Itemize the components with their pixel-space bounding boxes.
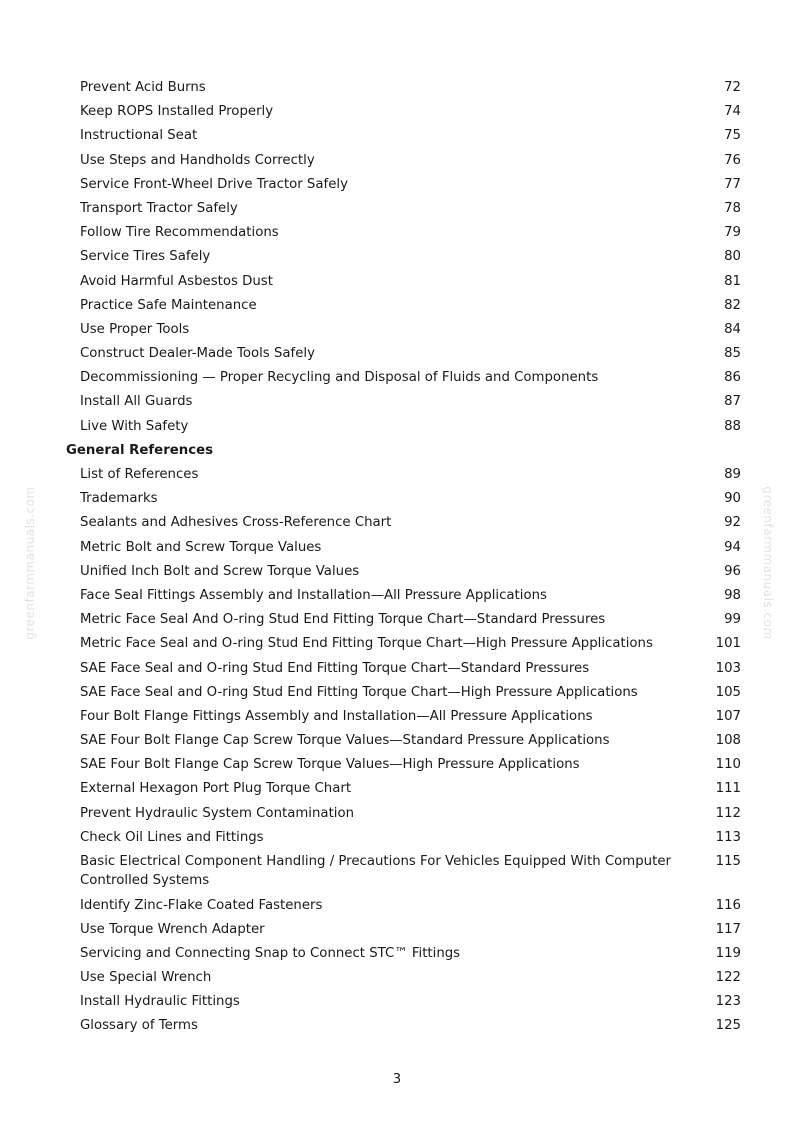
toc-entry[interactable] [0,968,794,992]
toc-entry[interactable] [0,992,794,1016]
toc-group-general-references [0,465,794,1041]
toc-entry-page: 72 [724,80,741,95]
toc-entry-page: 79 [724,225,741,241]
toc-entry-page: 99 [724,612,741,628]
toc-entry-page: 117 [715,921,741,937]
toc-entry[interactable] [0,247,794,271]
toc-entry[interactable] [0,538,794,562]
toc-entry-page: 86 [724,370,741,386]
toc-entry-page: 80 [724,249,741,265]
toc-entry-page: 85 [724,346,741,362]
toc-entry-page: 107 [715,708,741,724]
toc-entry-title: Trademarks [80,491,158,507]
toc-entry[interactable] [0,465,794,489]
toc-entry[interactable] [0,489,794,513]
toc-entry-title: SAE Face Seal and O-ring Stud End Fitting Torque Chart—Standard Pressures [80,660,590,676]
toc-entry-title: Service Tires Safely [80,249,211,265]
toc-entry[interactable] [0,102,794,126]
toc-entry-title: Transport Tractor Safely [80,200,238,216]
toc-entry-page: 77 [724,176,741,192]
toc-entry[interactable] [0,151,794,175]
toc-entry-page: 87 [724,394,741,410]
toc-entry-page: 116 [715,897,741,913]
watermark-right: greenfarmmanuals.com [761,486,775,640]
toc-entry[interactable] [0,920,794,944]
toc-entry-title: Check Oil Lines and Fittings [80,829,264,845]
toc-entry-page: 115 [715,854,741,869]
toc-entry[interactable] [0,1016,794,1040]
toc-entry-page: 122 [715,970,741,986]
toc-entry-page: 81 [724,273,741,289]
toc-entry-title: Face Seal Fittings Assembly and Installation—All Pressure Applications [80,587,547,603]
toc-entry-title: Service Front-Wheel Drive Tractor Safely [80,176,348,192]
toc-section-heading[interactable] [0,441,794,465]
toc-entry-page: 75 [724,128,741,144]
toc-entry-title: Metric Face Seal And O-ring Stud End Fitting Torque Chart—Standard Pressures [80,612,606,628]
toc-entry-title: Instructional Seat [80,128,198,144]
toc-entry[interactable] [0,344,794,368]
toc-entry-page: 94 [724,539,741,555]
toc-entry-title: Use Steps and Handholds Correctly [80,152,315,168]
toc-entry-title: Construct Dealer-Made Tools Safely [80,346,315,362]
toc-entry-page: 96 [724,563,741,579]
toc-entry-page: 101 [715,636,741,652]
toc-entry-page: 108 [715,733,741,749]
toc-entry-title: Four Bolt Flange Fittings Assembly and Installation—All Pressure Applications [80,708,593,724]
toc-entry-title: Use Proper Tools [80,321,190,337]
toc-entry[interactable] [0,610,794,634]
toc-entry-title: Basic Electrical Component Handling / Precautions For Vehicles Equipped With Computer Controlled Systems [80,854,671,888]
toc-entry-title: Prevent Hydraulic System Contamination [80,805,355,821]
toc-entry-page: 110 [715,757,741,773]
watermark-left: greenfarmmanuals.com [23,486,37,640]
toc-entry[interactable] [0,944,794,968]
toc-entry[interactable] [0,731,794,755]
toc-entry-page: 125 [715,1018,741,1034]
toc-entry-page: 98 [724,587,741,603]
toc-entry[interactable] [0,126,794,150]
toc-entry[interactable] [0,707,794,731]
toc-entry-title: Glossary of Terms [80,1018,198,1034]
toc-entry[interactable] [0,199,794,223]
toc-entry[interactable] [0,683,794,707]
toc-entry-page: 119 [715,945,741,961]
toc-entry[interactable] [0,804,794,828]
toc-entry[interactable] [0,320,794,344]
toc-entry-title: Use Special Wrench [80,970,212,986]
section-title: General References [66,442,214,458]
toc-entry[interactable] [0,513,794,537]
page-number: 3 [392,1072,402,1087]
toc-entry[interactable] [0,634,794,658]
toc-entry-title: Install Hydraulic Fittings [80,994,240,1010]
toc-entry[interactable] [0,368,794,392]
toc-entry-page: 78 [724,200,741,216]
toc-entry[interactable] [0,779,794,803]
toc-entry[interactable] [0,272,794,296]
toc-entry[interactable] [0,175,794,199]
toc-entry-title: Metric Bolt and Screw Torque Values [80,539,322,555]
toc-entry-title: SAE Four Bolt Flange Cap Screw Torque Values—High Pressure Applications [80,757,580,773]
toc-entry-page: 74 [724,104,741,120]
toc-entry[interactable] [0,755,794,779]
toc-entry[interactable] [0,223,794,247]
toc-entry-title: Metric Face Seal and O-ring Stud End Fitting Torque Chart—High Pressure Applications [80,636,653,652]
toc-entry-title: Sealants and Adhesives Cross-Reference Chart [80,515,392,531]
toc-entry[interactable] [0,896,794,920]
toc-entry[interactable] [0,562,794,586]
toc-entry-page: 111 [715,781,741,797]
toc-entry-page: 82 [724,297,741,313]
toc-entry-page: 113 [715,829,741,845]
toc-entry-title: Use Torque Wrench Adapter [80,921,265,937]
toc-entry-page: 89 [724,467,741,482]
toc-entry-title: Unified Inch Bolt and Screw Torque Values [80,563,360,579]
toc-entry-title: Keep ROPS Installed Properly [80,104,274,120]
toc-entry-title: Follow Tire Recommendations [80,225,279,241]
toc-entry[interactable] [0,852,794,896]
toc-entry-page: 103 [715,660,741,676]
toc-entry[interactable] [0,659,794,683]
toc-entry[interactable] [0,586,794,610]
toc-entry-page: 88 [724,418,741,434]
toc-entry[interactable] [0,296,794,320]
toc-entry-title: List of References [80,467,199,482]
table-of-contents [0,78,794,1041]
toc-entry-page: 76 [724,152,741,168]
toc-entry[interactable] [0,828,794,852]
toc-entry-page: 90 [724,491,741,507]
toc-entry-title: Avoid Harmful Asbestos Dust [80,273,273,289]
toc-entry-title: Servicing and Connecting Snap to Connect STC™ Fittings [80,945,461,961]
toc-entry[interactable] [0,78,794,102]
toc-entry-title: Install All Guards [80,394,193,410]
toc-entry-page: 112 [715,805,741,821]
toc-entry-title: Live With Safety [80,418,189,434]
toc-entry-title: External Hexagon Port Plug Torque Chart [80,781,352,797]
toc-entry[interactable] [0,392,794,416]
toc-entry-page: 84 [724,321,741,337]
toc-entry-page: 123 [715,994,741,1010]
toc-entry-title: Prevent Acid Burns [80,80,206,95]
toc-entry-page: 105 [715,684,741,700]
toc-entry-title: Decommissioning — Proper Recycling and Disposal of Fluids and Components [80,370,599,386]
toc-group-safety [0,78,794,441]
toc-entry-title: SAE Face Seal and O-ring Stud End Fitting Torque Chart—High Pressure Applications [80,684,638,700]
toc-entry-title: SAE Four Bolt Flange Cap Screw Torque Values—Standard Pressure Applications [80,733,610,749]
toc-entry-title: Practice Safe Maintenance [80,297,257,313]
toc-entry-page: 92 [724,515,741,531]
toc-entry-title: Identify Zinc-Flake Coated Fasteners [80,897,323,913]
toc-entry[interactable] [0,417,794,441]
